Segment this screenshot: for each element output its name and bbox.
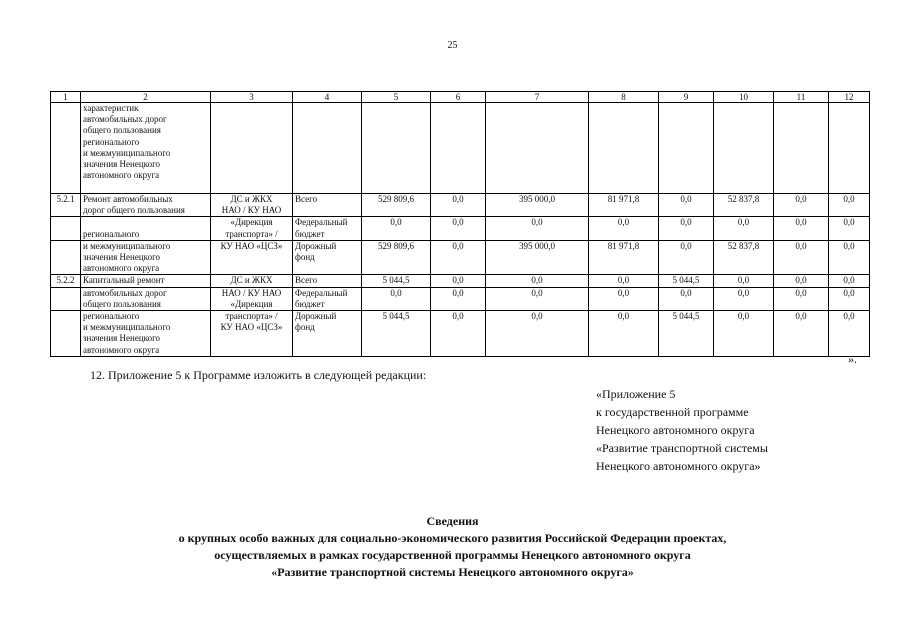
value-cell: 0,0 — [589, 287, 659, 310]
table-row — [51, 194, 870, 217]
col-header: 7 — [486, 92, 589, 103]
col-header: 11 — [774, 92, 829, 103]
appendix-line: «Развитие транспортной системы — [596, 441, 768, 455]
value-cell: 0,0 — [774, 194, 829, 217]
value-cell: 5 044,5 — [659, 275, 714, 287]
value-cell: 0,0 — [362, 287, 431, 310]
value-cell: 5 044,5 — [659, 311, 714, 357]
value-cell: 0,0 — [431, 194, 486, 217]
table-row — [51, 275, 870, 287]
row-executor-part: «Дирекция транспорта» / — [211, 217, 293, 240]
table-row — [51, 240, 870, 275]
row-name-part: регионального и межмуниципального значения Ненецкого автономного округа — [81, 311, 211, 357]
col-header: 2 — [81, 92, 211, 103]
value-cell: 0,0 — [774, 287, 829, 310]
closing-quote: ». — [848, 352, 857, 366]
title-line: «Развитие транспортной системы Ненецкого автономного округа» — [271, 565, 634, 579]
value-cell: 0,0 — [589, 311, 659, 357]
value-cell: 0,0 — [486, 275, 589, 287]
value-cell: 0,0 — [659, 217, 714, 240]
row-name-part: Ремонт автомобильных дорог общего пользования — [81, 194, 211, 217]
row-executor-part: транспорта» / КУ НАО «ЦСЗ» — [211, 311, 293, 357]
document-title — [0, 513, 905, 581]
title-line: осуществляемых в рамках государственной программы Ненецкого автономного округа — [214, 548, 691, 562]
table-header-row — [51, 92, 870, 103]
value-cell: 0,0 — [829, 311, 870, 357]
value-cell: 0,0 — [774, 311, 829, 357]
amendment-paragraph: 12. Приложение 5 к Программе изложить в следующей редакции: — [90, 368, 427, 382]
value-cell: 0,0 — [589, 275, 659, 287]
table-row — [51, 217, 870, 240]
value-cell: 529 809,6 — [362, 240, 431, 275]
row-executor-part: ДС и ЖКХ НАО / КУ НАО — [211, 194, 293, 217]
table-row — [51, 287, 870, 310]
title-line: о крупных особо важных для социально-экономического развития Российской Федерации проектах, — [178, 531, 727, 545]
value-cell: 81 971,8 — [589, 240, 659, 275]
value-cell: 0,0 — [431, 311, 486, 357]
table-row — [51, 311, 870, 357]
appendix-line: Ненецкого автономного округа» — [596, 459, 761, 473]
col-header: 4 — [293, 92, 362, 103]
value-cell: 81 971,8 — [589, 194, 659, 217]
appendix-line: Ненецкого автономного округа — [596, 423, 755, 437]
page-number: 25 — [447, 40, 458, 51]
value-cell: 52 837,8 — [714, 240, 774, 275]
value-cell: 0,0 — [829, 194, 870, 217]
row-name-part: регионального — [81, 217, 211, 240]
row-name-part: Капитальный ремонт — [81, 275, 211, 287]
value-cell: 0,0 — [714, 287, 774, 310]
row-executor-part: КУ НАО «ЦСЗ» — [211, 240, 293, 275]
value-cell: 0,0 — [659, 240, 714, 275]
row-name-part: и межмуниципального значения Ненецкого автономного округа — [81, 240, 211, 275]
value-cell: 5 044,5 — [362, 275, 431, 287]
col-header: 9 — [659, 92, 714, 103]
value-cell: 0,0 — [659, 287, 714, 310]
table-row-continuation — [51, 103, 870, 194]
row-code: 5.2.1 — [51, 194, 81, 217]
value-cell: 0,0 — [714, 217, 774, 240]
col-header: 3 — [211, 92, 293, 103]
value-cell: 0,0 — [431, 217, 486, 240]
value-cell: 0,0 — [774, 275, 829, 287]
budget-table — [50, 91, 870, 357]
value-cell: 0,0 — [486, 311, 589, 357]
value-cell: 0,0 — [829, 275, 870, 287]
source-label: Федеральный бюджет — [293, 287, 362, 310]
value-cell: 0,0 — [431, 240, 486, 275]
value-cell: 0,0 — [774, 217, 829, 240]
value-cell: 0,0 — [774, 240, 829, 275]
appendix-heading — [596, 385, 768, 475]
col-header: 12 — [829, 92, 870, 103]
value-cell: 0,0 — [431, 275, 486, 287]
value-cell: 0,0 — [829, 217, 870, 240]
value-cell: 52 837,8 — [714, 194, 774, 217]
row-code: 5.2.2 — [51, 275, 81, 287]
value-cell: 0,0 — [714, 275, 774, 287]
value-cell: 395 000,0 — [486, 194, 589, 217]
value-cell: 0,0 — [829, 287, 870, 310]
value-cell: 0,0 — [714, 311, 774, 357]
value-cell: 0,0 — [659, 194, 714, 217]
value-cell: 395 000,0 — [486, 240, 589, 275]
col-header: 6 — [431, 92, 486, 103]
value-cell: 0,0 — [486, 217, 589, 240]
source-label: Всего — [293, 194, 362, 217]
value-cell: 529 809,6 — [362, 194, 431, 217]
col-header: 1 — [51, 92, 81, 103]
value-cell: 0,0 — [829, 240, 870, 275]
appendix-line: к государственной программе — [596, 405, 749, 419]
col-header: 8 — [589, 92, 659, 103]
row-name-part: автомобильных дорог общего пользования — [81, 287, 211, 310]
col-header: 5 — [362, 92, 431, 103]
source-label: Дорожный фонд — [293, 311, 362, 357]
value-cell: 0,0 — [362, 217, 431, 240]
title-line: Сведения — [426, 514, 479, 528]
row-executor-part: НАО / КУ НАО «Дирекция — [211, 287, 293, 310]
value-cell: 5 044,5 — [362, 311, 431, 357]
source-label: Всего — [293, 275, 362, 287]
continuation-name: характеристик автомобильных дорог общего пользования регионального и межмуниципального значения Ненецкого автономного округа — [81, 103, 211, 194]
col-header: 10 — [714, 92, 774, 103]
source-label: Федеральный бюджет — [293, 217, 362, 240]
appendix-line: «Приложение 5 — [596, 387, 676, 401]
value-cell: 0,0 — [486, 287, 589, 310]
value-cell: 0,0 — [431, 287, 486, 310]
value-cell: 0,0 — [589, 217, 659, 240]
row-executor-part: ДС и ЖКХ — [211, 275, 293, 287]
source-label: Дорожный фонд — [293, 240, 362, 275]
